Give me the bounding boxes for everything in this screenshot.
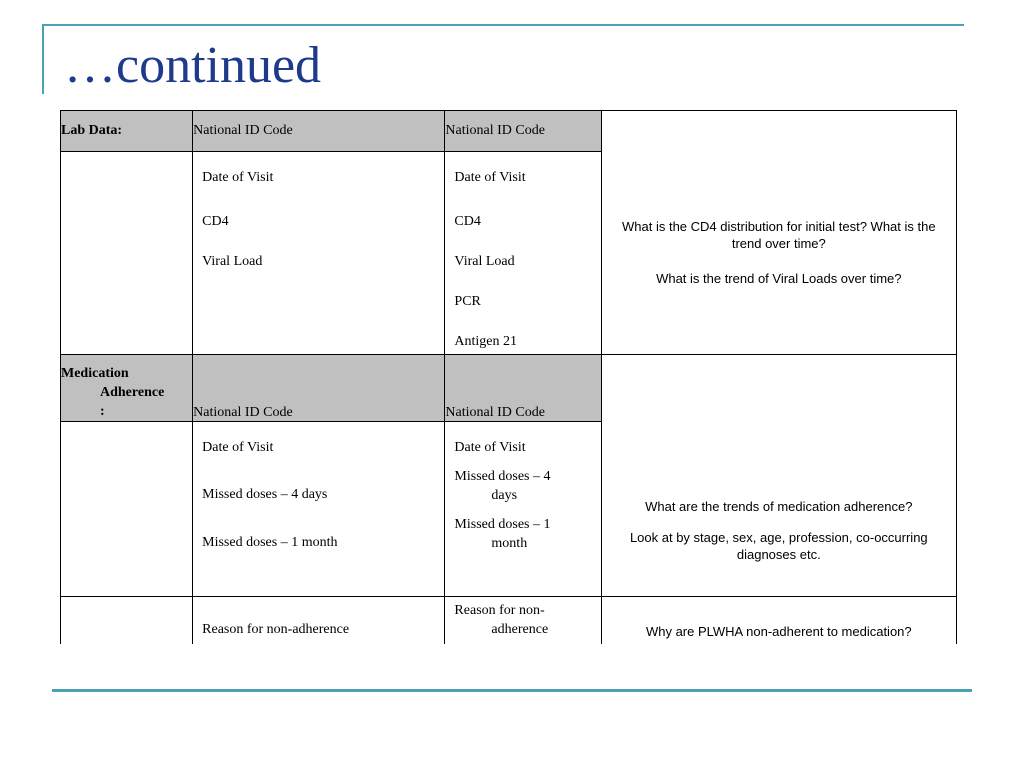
lab-data-label: Lab Data: xyxy=(61,111,193,152)
lab-empty-cell xyxy=(61,152,193,355)
reason-question: Why are PLWHA non-adherent to medication? xyxy=(645,624,912,639)
reason-col2-item: Reason for non-adherence xyxy=(202,622,350,637)
medication-question-1: What are the trends of medication adherence? xyxy=(645,499,913,514)
reason-question-cell xyxy=(601,597,956,645)
list-item: Date of Visit xyxy=(202,170,274,185)
medication-adherence-label xyxy=(61,355,193,422)
footer-accent-line xyxy=(52,689,972,692)
list-item-line1: Missed doses – 1 xyxy=(454,517,551,532)
medication-col2-header: National ID Code xyxy=(193,355,445,422)
list-item: Missed doses – 4 days xyxy=(202,487,328,502)
data-table-container xyxy=(60,110,957,644)
list-item: Antigen 21 xyxy=(454,334,518,349)
list-item-line2: adherence xyxy=(491,622,549,637)
lab-col2-header: National ID Code xyxy=(193,111,445,152)
list-item: PCR xyxy=(454,294,481,309)
lab-col2-items xyxy=(193,152,445,355)
list-item xyxy=(454,515,592,553)
list-item: Viral Load xyxy=(202,254,263,269)
list-item xyxy=(454,467,592,505)
list-item: Date of Visit xyxy=(454,440,526,455)
list-item: Missed doses – 1 month xyxy=(202,535,338,550)
medication-empty-cell xyxy=(61,422,193,597)
title-accent-top-line xyxy=(42,24,964,26)
slide-title: …continued xyxy=(64,37,322,94)
lab-question-1: What is the CD4 distribution for initial test? What is the trend over time? xyxy=(622,219,936,251)
medication-col3-items xyxy=(445,422,601,597)
table-row xyxy=(61,355,957,422)
list-item-line2: month xyxy=(491,536,528,551)
list-item-line1: Missed doses – 4 xyxy=(454,469,551,484)
data-table xyxy=(60,110,957,644)
reason-col3-cell xyxy=(445,597,601,645)
medication-question-2: Look at by stage, sex, age, profession, co-occurring diagnoses etc. xyxy=(629,530,928,562)
medication-questions-cell xyxy=(601,355,956,597)
medication-label-line3: : xyxy=(100,404,105,419)
lab-col3-items xyxy=(445,152,601,355)
lab-questions-cell xyxy=(601,111,956,355)
table-row xyxy=(61,111,957,152)
list-item: Date of Visit xyxy=(454,170,526,185)
list-item: Viral Load xyxy=(454,254,515,269)
list-item: CD4 xyxy=(454,214,481,229)
lab-col3-header: National ID Code xyxy=(445,111,601,152)
medication-col3-header: National ID Code xyxy=(445,355,601,422)
list-item: Date of Visit xyxy=(202,440,274,455)
list-item: CD4 xyxy=(202,214,229,229)
list-item-line2: days xyxy=(491,488,518,503)
table-row xyxy=(61,597,957,645)
medication-col2-items xyxy=(193,422,445,597)
reason-col3-item xyxy=(445,597,600,639)
lab-question-2: What is the trend of Viral Loads over time? xyxy=(656,271,902,286)
reason-empty-cell xyxy=(61,597,193,645)
medication-label-line1: Medication xyxy=(61,366,129,381)
medication-label-line2: Adherence xyxy=(100,385,165,400)
title-accent-left-line xyxy=(42,26,44,94)
list-item-line1: Reason for non- xyxy=(454,603,545,618)
reason-col2-cell xyxy=(193,597,445,645)
